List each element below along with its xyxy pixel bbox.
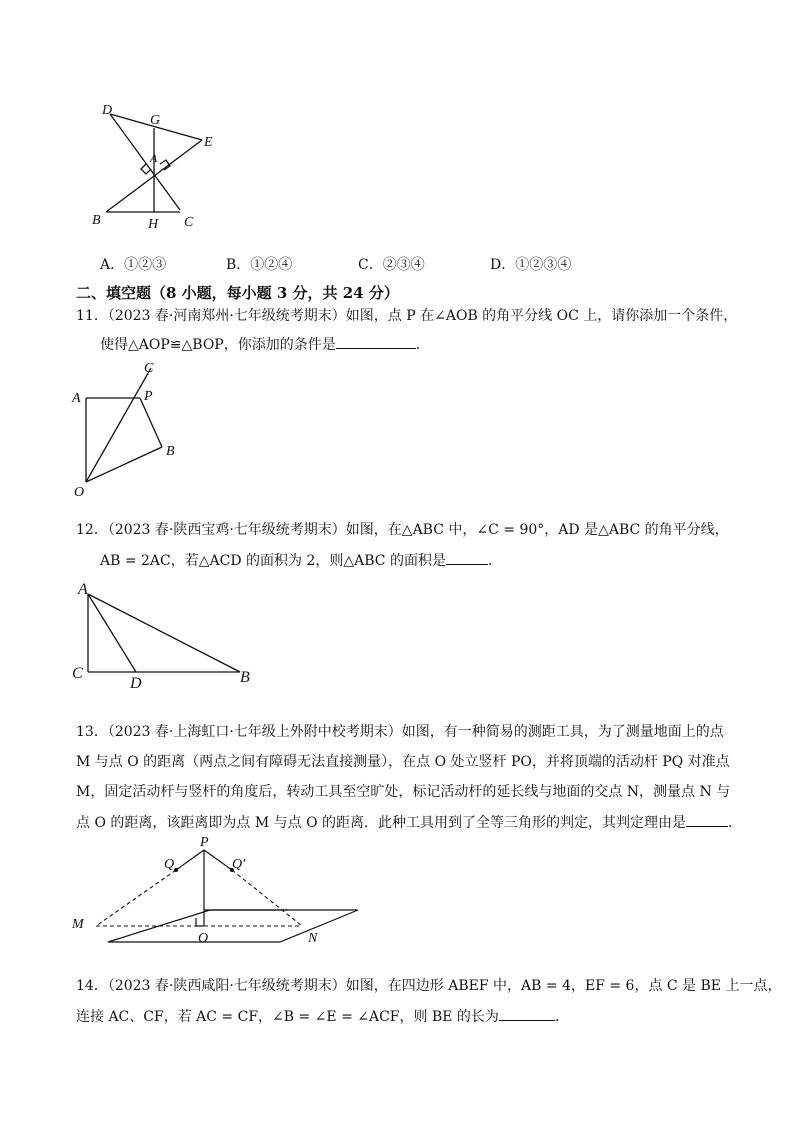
label-A: A bbox=[72, 391, 81, 406]
section-title: 二、填空题（8 小题，每小题 3 分，共 24 分） bbox=[76, 284, 399, 302]
q14-text-1: （2023 春·陕西咸阳·七年级统考期末）如图，在四边形 ABEF 中，AB = 4，EF = 6，点 C 是 BE 上一点， bbox=[107, 978, 782, 994]
q13-text-1: （2023 春·上海虹口·七年级上外附中校考期末）如图，有一种简易的测距工具，为了测量地面上的点 bbox=[107, 724, 724, 740]
label-D: D bbox=[130, 675, 142, 690]
label-P: P bbox=[144, 389, 153, 404]
q12-answer-blank[interactable] bbox=[446, 550, 488, 565]
label-B: B bbox=[166, 444, 175, 459]
option-a: A．①②③ bbox=[100, 257, 167, 273]
rod-PQ2 bbox=[204, 850, 232, 870]
q11-answer-blank[interactable] bbox=[336, 334, 416, 349]
label-M: M bbox=[72, 917, 84, 932]
figure-q13 bbox=[66, 836, 366, 948]
label-O: O bbox=[198, 931, 209, 946]
label-Q: Q bbox=[164, 857, 175, 872]
q11-line2 bbox=[100, 334, 430, 355]
q14-line2 bbox=[76, 1006, 569, 1027]
label-D: D bbox=[102, 103, 113, 118]
q13-line1 bbox=[76, 722, 724, 742]
q12-text-2: AB = 2AC，若△ACD 的面积为 2，则△ABC 的面积是 bbox=[100, 553, 446, 569]
figure-q10 bbox=[80, 98, 240, 233]
q11-text-1: （2023 春·河南郑州·七年级统考期末）如图，点 P 在∠AOB 的角平分线 OC 上，请你添加一个条件， bbox=[107, 308, 738, 324]
q14-answer-blank[interactable] bbox=[499, 1006, 555, 1021]
rod-PQ bbox=[176, 850, 204, 870]
segment-PB bbox=[140, 398, 162, 447]
q14-text-2: 连接 AC、CF，若 AC = CF，∠B = ∠E = ∠ACF，则 BE 的长为 bbox=[76, 1009, 499, 1025]
q13-line3: M，固定活动杆与竖杆的角度后，转动工具至空旷处，标记活动杆的延长线与地面的交点 N，测量点 N 与 bbox=[76, 784, 731, 800]
label-G: G bbox=[150, 113, 161, 128]
label-O: O bbox=[74, 485, 85, 500]
q13-text-4: 点 O 的距离，该距离即为点 M 与点 O 的距离．此种工具用到了全等三角形的判定，其判定理由是 bbox=[76, 815, 686, 831]
segment-AB bbox=[88, 594, 240, 672]
figure-q12 bbox=[68, 578, 268, 690]
q12-line1 bbox=[76, 520, 729, 540]
q12-line2 bbox=[100, 550, 502, 571]
segment-OB bbox=[86, 447, 162, 482]
label-E: E bbox=[204, 135, 213, 150]
segment-DC bbox=[110, 114, 180, 210]
right-angle-mark bbox=[196, 918, 204, 926]
q14-end: ． bbox=[554, 1009, 569, 1025]
q11-end: ． bbox=[415, 337, 430, 353]
label-A: A bbox=[150, 151, 158, 165]
q13-line2: M 与点 O 的距离（两点之间有障碍无法直接测量），在点 O 处立竖杆 PO，并将顶端的活动杆 PQ 对准点 bbox=[76, 754, 730, 770]
q14-line1 bbox=[76, 976, 781, 996]
option-b: B．①②④ bbox=[226, 257, 293, 273]
q13-answer-blank[interactable] bbox=[686, 812, 728, 827]
label-C: C bbox=[184, 215, 194, 230]
label-B: B bbox=[92, 213, 101, 228]
figure-q11 bbox=[66, 360, 206, 500]
option-d: D．①②③④ bbox=[490, 257, 572, 273]
label-H: H bbox=[148, 217, 159, 232]
label-A: A bbox=[78, 581, 88, 598]
q12-number: 12． bbox=[76, 522, 108, 538]
dashed-Q2N bbox=[232, 870, 302, 926]
label-C: C bbox=[72, 665, 83, 682]
q11-number: 11． bbox=[76, 308, 108, 324]
label-B: B bbox=[240, 669, 250, 686]
dashed-QM bbox=[96, 870, 176, 926]
label-N: N bbox=[308, 931, 318, 946]
q14-number: 14． bbox=[76, 978, 108, 994]
option-c: C．②③④ bbox=[358, 257, 425, 273]
q12-text-1: （2023 春·陕西宝鸡·七年级统考期末）如图，在△ABC 中，∠C = 90°，AD 是△ABC 的角平分线， bbox=[107, 522, 729, 538]
ray-OC bbox=[86, 368, 151, 482]
q13-number: 13． bbox=[76, 724, 108, 740]
q13-line4 bbox=[76, 812, 742, 833]
label-Q-prime: Q′ bbox=[232, 857, 246, 872]
label-P: P bbox=[200, 836, 209, 850]
q11-line1 bbox=[76, 306, 737, 326]
q13-end: ． bbox=[728, 815, 742, 831]
label-C: C bbox=[144, 361, 154, 376]
q12-end: ． bbox=[487, 553, 502, 569]
q11-text-2: 使得△AOP≌△BOP，你添加的条件是 bbox=[100, 337, 336, 353]
point-Q bbox=[174, 868, 178, 872]
